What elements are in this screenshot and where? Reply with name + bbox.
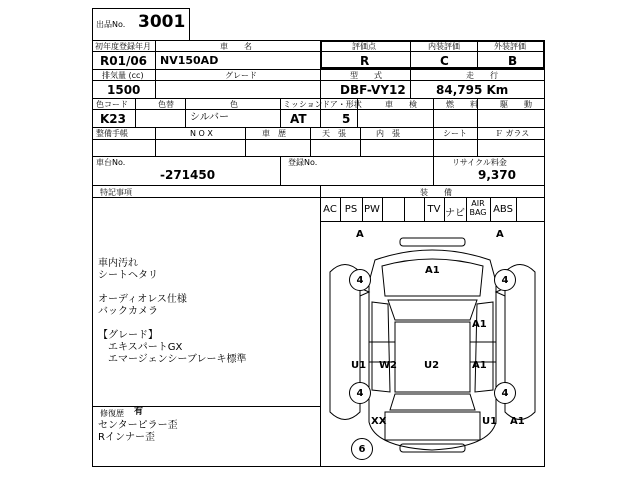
repair-label: 修復歴 <box>100 409 124 418</box>
service-book-label: 整備手帳 <box>96 129 128 138</box>
note-line: エマージェンシーブレーキ標準 <box>98 354 247 365</box>
lot-label: 出品No. <box>96 20 126 29</box>
note-line: オーディオレス仕様 <box>98 294 187 305</box>
color-label: 色 <box>230 100 238 109</box>
damage-mark: U2 <box>424 360 440 371</box>
equipment-item: PS <box>344 204 358 215</box>
fuel-label: 燃 料 <box>446 100 478 109</box>
model-label: 型 式 <box>350 71 382 80</box>
damage-mark: XX <box>371 416 387 427</box>
mileage-value: 84,795 Km <box>436 83 509 97</box>
note-line <box>98 318 313 330</box>
car-name-value: NV150AD <box>160 54 219 67</box>
exterior-score-value: B <box>508 54 518 68</box>
note-line: シートヘタリ <box>98 270 158 281</box>
registration-label: 初年度登録年月 <box>95 42 151 51</box>
doors-label: ドア・形状 <box>322 100 362 109</box>
damage-mark-circle: 4 <box>494 382 516 404</box>
damage-mark: W2 <box>379 360 397 371</box>
damage-mark: A1 <box>472 319 487 330</box>
displacement-value: 1500 <box>107 83 141 97</box>
damage-mark-circle: 4 <box>349 382 371 404</box>
recycle-fee-value: 9,370 <box>478 168 516 182</box>
interior-score-value: C <box>440 54 449 68</box>
chassis-label: 車台No. <box>96 158 126 167</box>
equipment-item: AC <box>323 204 337 215</box>
mission-value: AT <box>290 112 307 126</box>
lot-number: 3001 <box>138 12 186 32</box>
note-line: 【グレード】 <box>98 330 158 341</box>
equipment-item: ABS <box>493 204 513 215</box>
note-line <box>98 282 313 294</box>
damage-mark: A1 <box>510 416 525 427</box>
equipment-item: PW <box>364 204 380 215</box>
recycle-fee-label: リサイクル料金 <box>452 158 507 167</box>
doors-value: 5 <box>342 112 351 126</box>
interior-trim-label: 内 張 <box>376 129 400 138</box>
equipment-item: AIR BAG <box>469 199 487 217</box>
equipment-item: TV <box>427 204 441 215</box>
chassis-value: -271450 <box>160 168 216 182</box>
repair-value: 有 <box>134 407 144 417</box>
damage-mark: A1 <box>472 360 487 371</box>
color-value: シルバー <box>190 112 230 123</box>
damage-mark: A1 <box>425 265 440 276</box>
color-code-value: K23 <box>100 112 126 126</box>
score-value: R <box>360 54 370 68</box>
damage-mark: U1 <box>351 360 367 371</box>
mission-label: ミッション <box>283 100 323 109</box>
registration-value: R01/06 <box>100 54 148 68</box>
car-diagram <box>320 222 545 467</box>
score-label: 評価点 <box>352 42 376 51</box>
equipment-item: ナビ <box>445 208 465 219</box>
repair-line: センターピラー歪 <box>98 420 178 431</box>
interior-score-label: 内装評価 <box>428 42 460 51</box>
note-line: エキスパートGX <box>98 342 183 353</box>
damage-mark: A <box>496 229 504 240</box>
displacement-label: 排気量 (cc) <box>102 71 144 80</box>
damage-mark: U1 <box>482 416 498 427</box>
equipment-label: 装 備 <box>420 188 452 197</box>
roof-label: 天 張 <box>322 129 346 138</box>
note-line: バックカメラ <box>98 306 158 317</box>
model-value: DBF-VY12 <box>340 83 406 97</box>
registration-no-label: 登録No. <box>288 158 318 167</box>
drive-label: 駆 動 <box>500 100 532 109</box>
notes-label: 特記事項 <box>100 188 132 197</box>
history-label: 車 歴 <box>262 129 286 138</box>
damage-mark-circle: 6 <box>351 438 373 460</box>
color-code-label: 色コード <box>96 100 128 109</box>
nox-label: N O X <box>190 129 213 138</box>
damage-mark-circle: 4 <box>494 269 516 291</box>
exterior-score-label: 外装評価 <box>494 42 526 51</box>
color-change-label: 色替 <box>158 100 174 109</box>
note-line: 車内汚れ <box>98 258 138 269</box>
inspection-label: 車 検 <box>385 100 417 109</box>
seat-label: シート <box>443 129 467 138</box>
damage-mark: A <box>356 229 364 240</box>
repair-list <box>98 420 313 444</box>
damage-mark-circle: 4 <box>349 269 371 291</box>
mileage-label: 走 行 <box>466 71 498 80</box>
car-name-label: 車 名 <box>220 42 252 51</box>
repair-line: Rインナー歪 <box>98 432 155 443</box>
grade-label: グレード <box>225 71 257 80</box>
glass-label: Ｆ ガラス <box>495 129 530 138</box>
notes-list <box>98 258 313 366</box>
